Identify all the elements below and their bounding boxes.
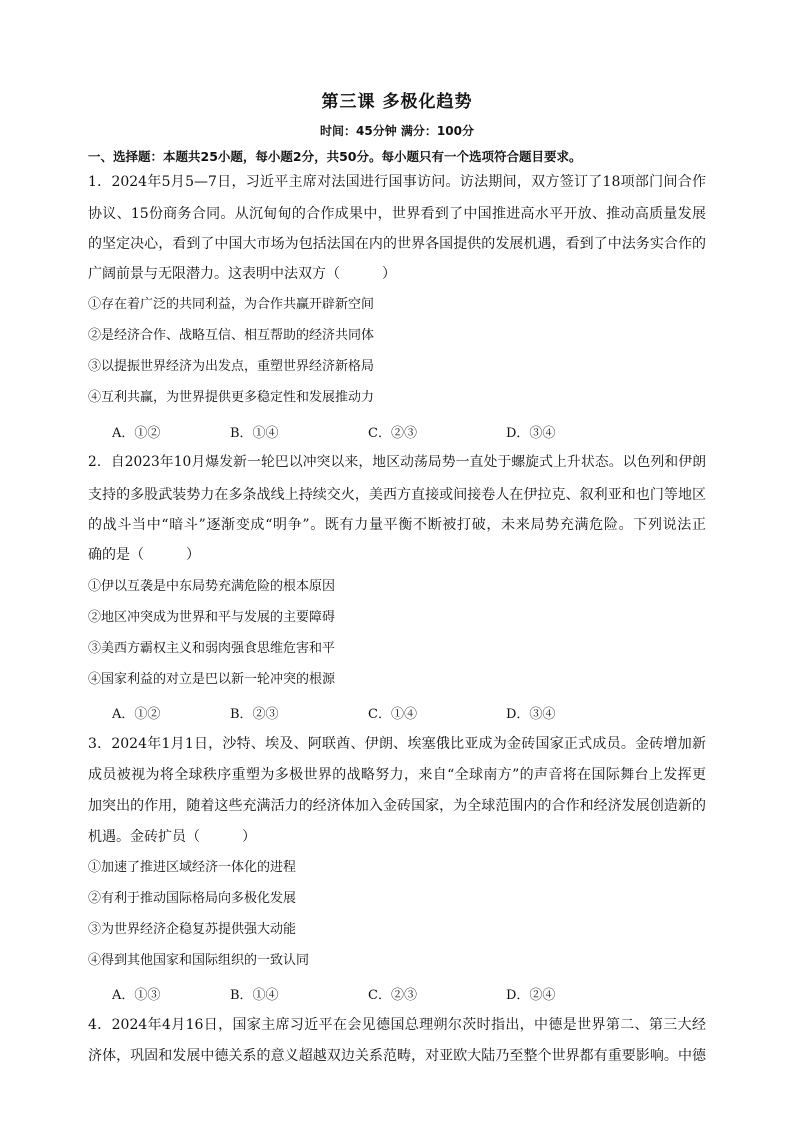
statement-option: ②是经济合作、战略互信、相互帮助的经济共同体 bbox=[88, 328, 375, 343]
exam-info: 时间：45分钟 满分：100分 bbox=[320, 124, 474, 138]
choice-d[interactable]: D．②④ bbox=[506, 988, 556, 1003]
choice-d[interactable]: D．③④ bbox=[506, 707, 556, 722]
statement-option: ②地区冲突成为世界和平与发展的主要障碍 bbox=[88, 610, 336, 625]
statement-option: ③美西方霸权主义和弱肉强食思维危害和平 bbox=[88, 641, 336, 656]
question-stem-line: 的战斗当中“暗斗”逐渐变成“明争”。既有力量平衡不断被打破，未来局势充满危险。下列说法正 bbox=[88, 517, 706, 533]
answer-choices bbox=[112, 984, 712, 1004]
statement-option: ①存在着广泛的共同利益，为合作共赢开辟新空间 bbox=[88, 297, 375, 312]
answer-choices bbox=[112, 703, 712, 723]
question-stem-line: 确的是（ ） bbox=[88, 547, 200, 563]
statement-option: ④国家利益的对立是巴以新一轮冲突的根源 bbox=[88, 672, 336, 687]
answer-choices bbox=[112, 422, 712, 442]
question-stem-line: 的坚定决心，看到了中国大市场为包括法国在内的世界各国提供的发展机遇，看到了中法务实合作的 bbox=[88, 236, 706, 252]
page-title: 第三课 多极化趋势 bbox=[321, 92, 473, 112]
question-stem-line: 支持的多股武装势力在多条战线上持续交火，美西方直接或间接卷人在伊拉克、叙利亚和也门等地区 bbox=[88, 487, 706, 503]
statement-option: ②有利于推动国际格局向多极化发展 bbox=[88, 891, 297, 906]
choice-b[interactable]: B．②③ bbox=[230, 707, 279, 722]
question-stem-line: 成员被视为将全球秩序重塑为多极世界的战略努力，来自“全球南方”的声音将在国际舞台上发挥更 bbox=[88, 767, 706, 783]
statement-option: ①加速了推进区域经济一体化的进程 bbox=[88, 860, 297, 875]
choice-c[interactable]: C．②③ bbox=[368, 426, 417, 441]
question-stem-line: 广阔前景与无限潜力。这表明中法双方（ ） bbox=[88, 266, 396, 282]
question-stem-line: 1．2024年5月5—7日，习近平主席对法国进行国事访问。访法期间，双方签订了18项部门间合作 bbox=[88, 174, 706, 190]
question-stem-line: 协议、15份商务合同。从沉甸甸的合作成果中，世界看到了中国推进高水平开放、推动高质量发展 bbox=[88, 206, 706, 222]
statement-option: ③以提振世界经济为出发点，重塑世界经济新格局 bbox=[88, 359, 375, 374]
statement-option: ④得到其他国家和国际组织的一致认同 bbox=[88, 953, 310, 968]
question-stem-line: 3．2024年1月1日，沙特、埃及、阿联酋、伊朗、埃塞俄比亚成为金砖国家正式成员。金砖增加新 bbox=[88, 736, 706, 752]
section-heading: 一、选择题：本题共25小题，每小题2分，共50分。每小题只有一个选项符合题目要求。 bbox=[88, 149, 582, 164]
statement-option: ③为世界经济企稳复苏提供强大动能 bbox=[88, 922, 297, 937]
question-stem-line: 2．自2023年10月爆发新一轮巴以冲突以来，地区动荡局势一直处于螺旋式上升状态。以色列和伊朗 bbox=[88, 454, 706, 470]
question-stem-line: 济体，巩固和发展中德关系的意义超越双边关系范畴，对亚欧大陆乃至整个世界都有重要影响。中德 bbox=[88, 1048, 706, 1064]
choice-b[interactable]: B．①④ bbox=[230, 988, 279, 1003]
choice-a[interactable]: A．①③ bbox=[112, 988, 161, 1003]
choice-d[interactable]: D．③④ bbox=[506, 426, 556, 441]
choice-c[interactable]: C．①④ bbox=[368, 707, 417, 722]
question-stem-line: 机遇。金砖扩员（ ） bbox=[88, 829, 256, 845]
statement-option: ④互利共赢，为世界提供更多稳定性和发展推动力 bbox=[88, 390, 375, 405]
question-stem-line: 4．2024年4月16日，国家主席习近平在会见德国总理朔尔茨时指出，中德是世界第二、第三大经 bbox=[88, 1017, 706, 1033]
choice-c[interactable]: C．②③ bbox=[368, 988, 417, 1003]
question-stem-line: 加突出的作用，随着这些充满活力的经济体加入金砖国家，为全球范围内的合作和经济发展创造新的 bbox=[88, 798, 706, 814]
statement-option: ①伊以互袭是中东局势充满危险的根本原因 bbox=[88, 579, 336, 594]
choice-b[interactable]: B．①④ bbox=[230, 426, 279, 441]
choice-a[interactable]: A．①② bbox=[112, 707, 161, 722]
choice-a[interactable]: A．①② bbox=[112, 426, 161, 441]
